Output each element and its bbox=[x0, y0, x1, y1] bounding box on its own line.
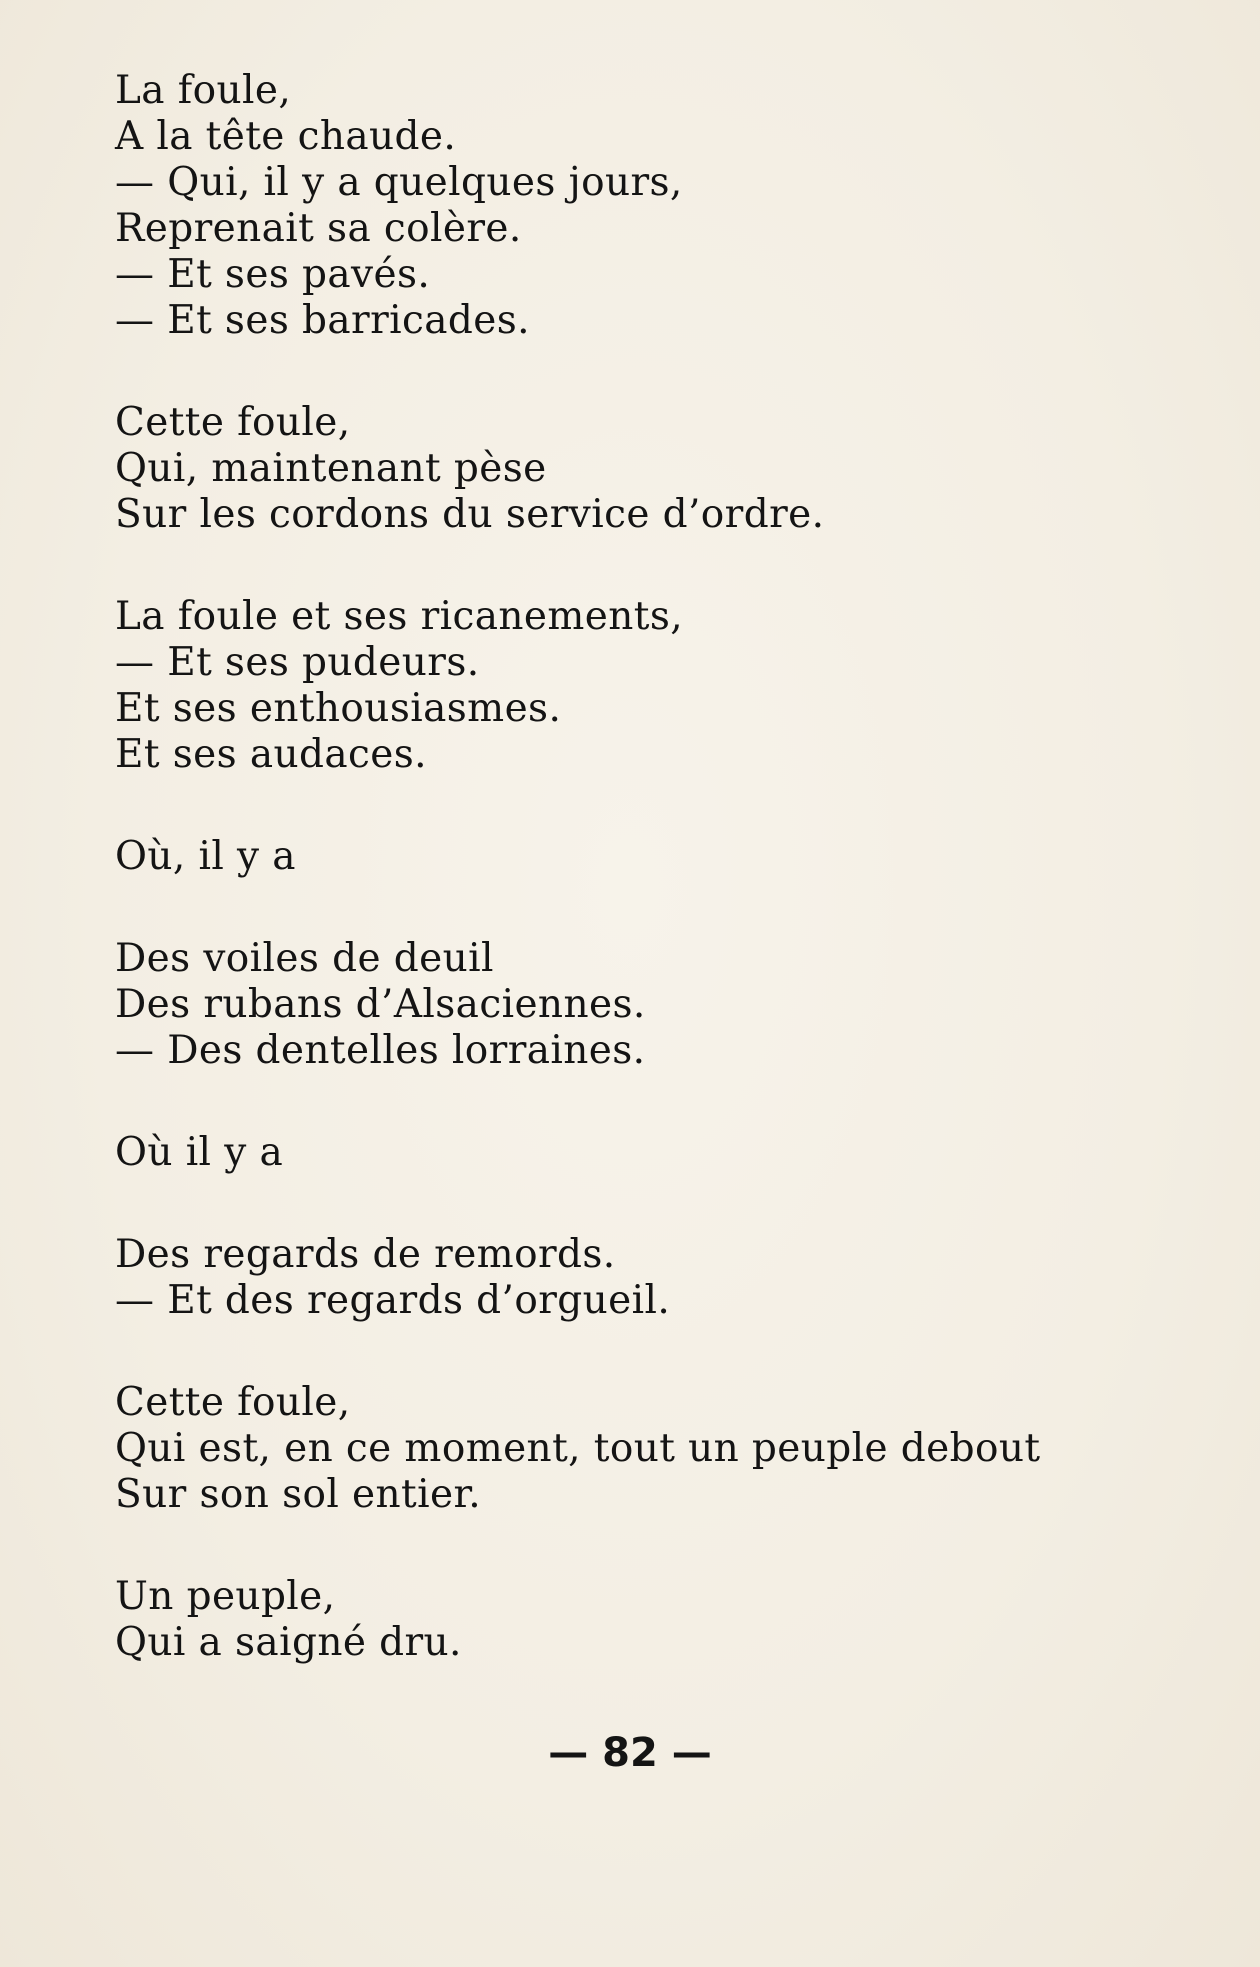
poem-line: — Et ses pudeurs. bbox=[115, 640, 480, 685]
stanza bbox=[115, 400, 1175, 538]
poem-line: Qui, maintenant pèse bbox=[115, 446, 547, 491]
poem-line: Sur son sol entier. bbox=[115, 1472, 482, 1517]
page-number: — 82 — bbox=[548, 1730, 712, 1776]
poem-text bbox=[115, 68, 1175, 1722]
stanza bbox=[115, 1232, 1175, 1324]
poem-line: Des regards de remords. bbox=[115, 1232, 616, 1277]
stanza bbox=[115, 68, 1175, 344]
poem-line: La foule, bbox=[115, 68, 292, 113]
poem-line: Où il y a bbox=[115, 1130, 284, 1175]
stanza bbox=[115, 594, 1175, 778]
poem-line: Des voiles de deuil bbox=[115, 936, 494, 981]
stanza bbox=[115, 1380, 1175, 1518]
poem-line: — Qui, il y a quelques jours, bbox=[115, 160, 683, 205]
stanza bbox=[115, 834, 1175, 880]
poem-line: Qui a saigné dru. bbox=[115, 1620, 462, 1665]
poem-line: Sur les cordons du service d’ordre. bbox=[115, 492, 825, 537]
stanza bbox=[115, 1130, 1175, 1176]
poem-line: Cette foule, bbox=[115, 400, 351, 445]
poem-line: — Et des regards d’orgueil. bbox=[115, 1278, 671, 1323]
poem-line: Cette foule, bbox=[115, 1380, 351, 1425]
poem-line: Où, il y a bbox=[115, 834, 296, 879]
stanza bbox=[115, 1574, 1175, 1666]
poem-line: — Et ses barricades. bbox=[115, 298, 530, 343]
poem-line: Qui est, en ce moment, tout un peuple debout bbox=[115, 1426, 1041, 1471]
poem-line: Un peuple, bbox=[115, 1574, 336, 1619]
poem-line: Et ses audaces. bbox=[115, 732, 427, 777]
poem-line: Et ses enthousiasmes. bbox=[115, 686, 562, 731]
poem-line: — Des dentelles lorraines. bbox=[115, 1028, 646, 1073]
poem-line: Reprenait sa colère. bbox=[115, 206, 522, 251]
poem-line: — Et ses pavés. bbox=[115, 252, 431, 297]
poem-line: Des rubans d’Alsaciennes. bbox=[115, 982, 646, 1027]
stanza bbox=[115, 936, 1175, 1074]
poem-line: A la tête chaude. bbox=[115, 114, 457, 159]
poem-line: La foule et ses ricanements, bbox=[115, 594, 684, 639]
